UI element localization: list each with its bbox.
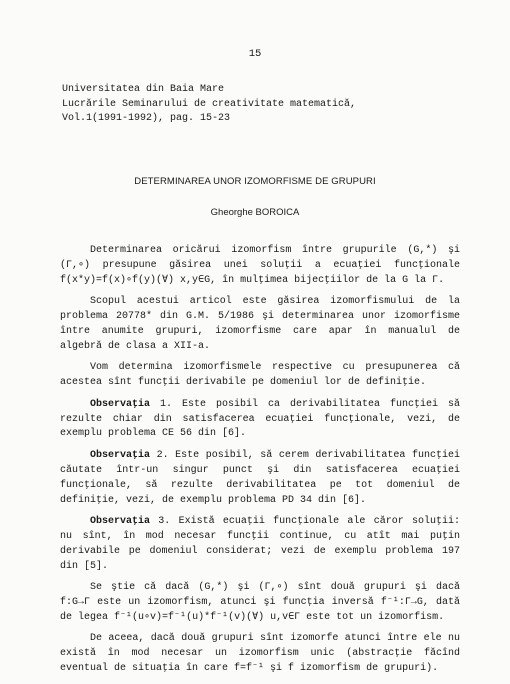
paragraph <box>60 632 460 677</box>
paragraph-text: Vom determina izomorfismele respective cu presupunerea că acestea sînt funcţii derivabile pe domeniul lor de definiţie. <box>60 362 460 389</box>
paragraph-text: De aceea, dacă două grupuri sînt izomorfe atunci între ele nu există în mod necesar un izomorfism unic (abstracţie făcînd eventual de situaţia în care f=f⁻¹ şi f izomorfism de grupuri). <box>60 633 460 675</box>
header-university: Universitatea din Baia Mare <box>62 84 225 95</box>
remark-paragraph <box>60 449 460 509</box>
article-body <box>60 244 460 684</box>
paragraph-text: Se ştie că dacă (G,*) şi (Γ,∘) sînt două grupuri şi dacă f:G→Γ este un izomorfism, atunci şi funcţia inversă f⁻¹:Γ→G, dată de legea f⁻¹(u∘v)=f⁻¹(u)*f⁻¹(v)(∀) u,v∈Γ este tot un izomorfism. <box>60 582 460 623</box>
paragraph <box>60 581 460 626</box>
remark-paragraph <box>60 398 460 443</box>
paragraph <box>60 295 460 355</box>
paragraph-text: 2. Este posibil, să cerem derivabilitatea funcţiei căutate într-un singur punct şi din satisfacerea ecuaţiei funcţionale, să rezulte derivabilitatea pe tot domeniul de definiţie, vezi, de exemplu problema PD 34 din [6]. <box>60 449 460 506</box>
paragraph-text: Determinarea oricărui izomorfism între grupurile (G,*) şi (Γ,∘) presupune găsirea unei soluţii a ecuaţiei funcţionale f(x*y)=f(x)∘f(y)(∀) x,y∈G, în mulţimea bijecţiilor de la G la Γ. <box>60 245 460 286</box>
remark-label: Observaţia <box>90 449 151 461</box>
publication-header <box>62 83 356 127</box>
header-journal: Lucrările Seminarului de creativitate matematică, <box>62 98 357 110</box>
article-title: DETERMINAREA UNOR IZOMORFISME DE GRUPURI <box>134 176 376 187</box>
article-author: Gheorghe BOROICA <box>210 207 300 218</box>
paragraph <box>60 244 460 289</box>
remark-paragraph <box>60 515 460 575</box>
paragraph-text: 1. Este posibil ca derivabilitatea funcţiei să rezulte chiar din satisfacerea ecuaţiei funcţionale, vezi, de exemplu problema CE 56 din [6]. <box>60 398 460 440</box>
paragraph <box>60 361 460 391</box>
paragraph-text: 3. Există ecuaţii funcţionale ale căror soluţii: nu sînt, în mod necesar funcţii continue, cu atît mai puţin derivabile pe domeniul considerat; vezi de exemplu problema 197 din [5]. <box>60 516 460 572</box>
paragraph-text: Scopul acestui articol este găsirea izomorfismului de la problema 20778* din G.M. 5/1986 şi determinarea unor izomorfisme între anumite grupuri, izomorfisme care apar în manualul de algebră de clasa a XII-a. <box>60 296 460 352</box>
remark-label: Observaţia <box>90 516 151 527</box>
header-volume: Vol.1(1991-1992), pag. 15-23 <box>62 113 231 124</box>
page-number: 15 <box>248 48 262 60</box>
remark-label: Observaţia <box>90 398 151 410</box>
